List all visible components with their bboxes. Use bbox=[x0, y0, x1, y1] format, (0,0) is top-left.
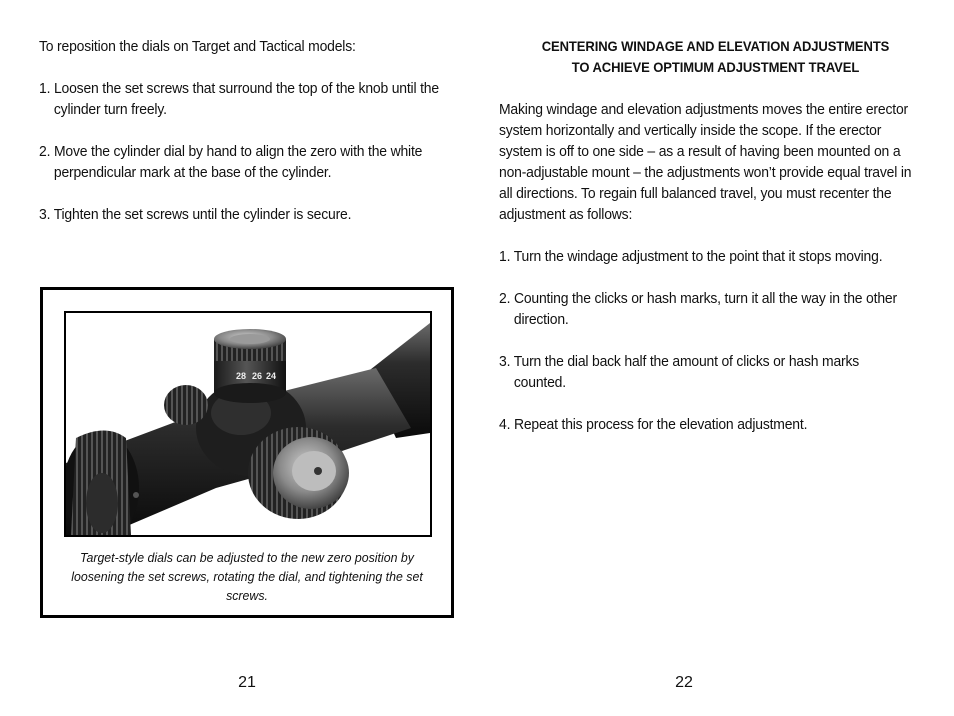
right-page-text bbox=[499, 99, 913, 435]
heading-line-2: TO ACHIEVE OPTIMUM ADJUSTMENT TRAVEL bbox=[571, 59, 860, 75]
right-step-2: 2. Counting the clicks or hash marks, turn it all the way in the other direction. bbox=[499, 290, 897, 328]
right-intro: Making windage and elevation adjustments moves the entire erector system horizontally and vertically inside the scope. If the erector system is off to one side – as a result of having been mounted on a non-adjustable mount – the adjustments won’t provide equal travel in all directions. To regain full balanced travel, you must recenter the adjustment as follows: bbox=[499, 101, 912, 223]
figure-caption: Target-style dials can be adjusted to the new zero position by loosening the set screws, rotating the dial, and tightening the set screws. bbox=[71, 550, 423, 603]
left-page-text bbox=[39, 36, 462, 225]
left-step-1: 1. Loosen the set screws that surround the top of the knob until the cylinder turn freely. bbox=[39, 80, 439, 118]
dial-number-28: 28 bbox=[236, 371, 247, 381]
heading-line-1: CENTERING WINDAGE AND ELEVATION ADJUSTMENTS bbox=[541, 38, 890, 54]
right-step-3: 3. Turn the dial back half the amount of clicks or hash marks counted. bbox=[499, 353, 860, 391]
left-step-3: 3. Tighten the set screws until the cylinder is secure. bbox=[39, 206, 352, 223]
section-heading bbox=[477, 36, 954, 78]
scope-photo bbox=[64, 311, 432, 537]
page-number-left: 21 bbox=[238, 674, 256, 691]
dial-number-26: 26 bbox=[252, 371, 263, 381]
right-step-1: 1. Turn the windage adjustment to the point that it stops moving. bbox=[499, 248, 883, 265]
right-page bbox=[477, 0, 954, 716]
figure-box bbox=[40, 287, 454, 618]
left-step-2: 2. Move the cylinder dial by hand to align the zero with the white perpendicular mark at the base of the cylinder. bbox=[39, 143, 423, 181]
left-intro: To reposition the dials on Target and Tactical models: bbox=[39, 38, 356, 55]
page-number-right: 22 bbox=[675, 674, 693, 691]
right-step-4: 4. Repeat this process for the elevation adjustment. bbox=[499, 416, 808, 433]
dial-number-24: 24 bbox=[266, 371, 277, 381]
